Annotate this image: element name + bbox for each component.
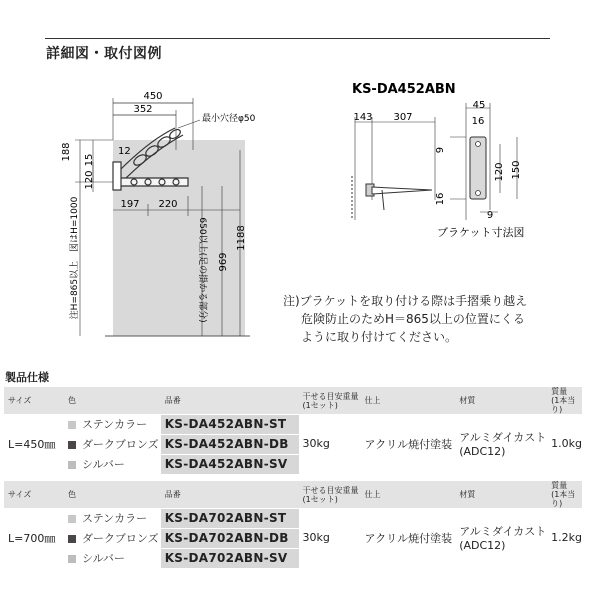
hdr-weight: 質量 (1本当り) [547, 481, 582, 508]
dim-16-bottom: 16 [435, 192, 446, 206]
hole-label: 最小穴径φ50 [202, 114, 256, 124]
note-line-1: 注)ブラケットを取り付ける際は手摺乗り越え [283, 294, 528, 308]
color-cell: シルバー [64, 548, 161, 568]
dim-150: 150 [511, 160, 522, 180]
hdr-size: サイズ [4, 387, 64, 414]
table-row [4, 414, 582, 434]
weight-cell: 1.0kg [551, 437, 582, 451]
material-cell: アルミダイカスト (ADC12) [459, 431, 547, 459]
swatch-icon [68, 441, 76, 449]
installation-note [283, 292, 527, 346]
swatch-icon [68, 535, 76, 543]
size-cell: L=700㎜ [8, 531, 56, 545]
note-line-2: 危険防止のためH＝865以上の位置にくる [301, 312, 525, 326]
load-cell: 30kg [302, 531, 330, 545]
hdr-color: 色 [64, 481, 161, 508]
swatch-icon [68, 421, 76, 429]
dim-307: 307 [393, 112, 413, 123]
code-cell: KS-DA702ABN-SV [161, 548, 299, 568]
dim-450: 450 [143, 91, 163, 102]
code-cell: KS-DA452ABN-SV [161, 454, 299, 474]
hdr-finish: 仕上 [360, 481, 455, 508]
dim-9-bottom: 9 [486, 210, 494, 221]
color-cell: ステンカラー [64, 508, 161, 528]
dim-120-r: 120 [494, 162, 505, 182]
model-label: KS-DA452ABN [352, 82, 456, 97]
hdr-size: サイズ [4, 481, 64, 508]
spec-header-row [4, 387, 582, 414]
dim-220: 220 [158, 199, 178, 210]
wall-area [113, 140, 245, 336]
dim-969: 969 [218, 252, 229, 272]
hdr-code: 品番 [161, 481, 299, 508]
hdr-load: 干せる目安重量 (1セット) [299, 387, 361, 414]
dim-45: 45 [472, 100, 486, 111]
swatch-icon [68, 461, 76, 469]
hdr-weight: 質量 (1本当り) [547, 387, 582, 414]
swatch-icon [68, 515, 76, 523]
dim-120: 120 [84, 170, 95, 190]
foot-note: 650以上(足の掛かる部分) [197, 217, 207, 323]
section-title: 詳細図・取付図例 [46, 46, 162, 62]
table-row [4, 508, 582, 528]
dim-16-top: 16 [471, 116, 485, 127]
bracket-side-view [352, 176, 432, 220]
spec-table-450 [4, 387, 582, 474]
swatch-icon [68, 555, 76, 563]
dim-1188: 1188 [236, 225, 247, 251]
spec-title: 製品仕様 [5, 371, 49, 384]
hdr-finish: 仕上 [360, 387, 455, 414]
load-cell: 30kg [302, 437, 330, 451]
size-cell: L=450㎜ [8, 437, 56, 451]
dim-15: 15 [84, 153, 95, 167]
hdr-load: 干せる目安重量 (1セット) [299, 481, 361, 508]
code-cell: KS-DA702ABN-DB [161, 528, 299, 548]
material-cell: アルミダイカスト (ADC12) [459, 525, 547, 553]
dim-352: 352 [133, 104, 153, 115]
color-cell: ダークブロンズ [64, 434, 161, 454]
spec-header-row [4, 481, 582, 508]
code-cell: KS-DA452ABN-DB [161, 434, 299, 454]
note-line-3: ように取り付けてください。 [301, 330, 458, 344]
dim-197: 197 [120, 199, 140, 210]
bracket-caption: ブラケット寸法図 [437, 226, 525, 239]
hdr-code: 品番 [161, 387, 299, 414]
finish-cell: アクリル焼付塗装 [364, 531, 453, 545]
dim-188: 188 [61, 142, 72, 162]
spec-table-700 [4, 481, 582, 568]
hdr-material: 材質 [455, 481, 547, 508]
dim-12: 12 [118, 146, 131, 157]
code-cell: KS-DA702ABN-ST [161, 508, 299, 528]
color-cell: シルバー [64, 454, 161, 474]
dim-143: 143 [353, 112, 373, 123]
color-cell: ステンカラー [64, 414, 161, 434]
dim-9-top: 9 [435, 146, 446, 154]
hdr-material: 材質 [455, 387, 547, 414]
finish-cell: アクリル焼付塗装 [364, 437, 453, 451]
hdr-color: 色 [64, 387, 161, 414]
height-note: 注H=865以上 図はH=1000 [70, 196, 80, 320]
weight-cell: 1.2kg [551, 531, 582, 545]
code-cell: KS-DA452ABN-ST [161, 414, 299, 434]
color-cell: ダークブロンズ [64, 528, 161, 548]
